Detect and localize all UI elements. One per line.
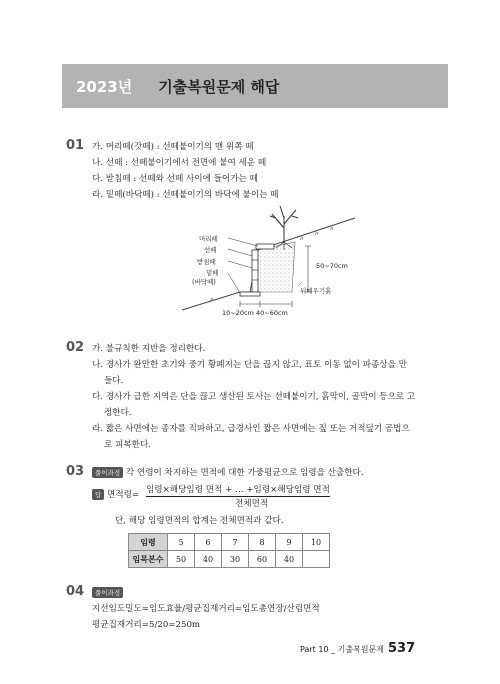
- label-backfill: 뒤메우기흙: [300, 287, 332, 295]
- q1-line: 다. 받침떼 : 선떼와 선떼 사이에 들어가는 떼: [92, 174, 258, 184]
- formula-numerator: 임령×해당임령 면적 + … +임령×해당임령 면적: [146, 485, 330, 495]
- table-row: [129, 534, 330, 551]
- label-width-1: 10~20cm: [222, 309, 254, 317]
- q2-line: 들다.: [104, 376, 124, 386]
- page-footer: [300, 641, 415, 656]
- formula-lhs: 면적령=: [107, 490, 140, 500]
- q4-line: 지선임도밀도=임도효율/평균집재거리=임도총연장/산림면적: [92, 604, 320, 614]
- table-header-age: 임령: [129, 534, 168, 551]
- q1-line: 나. 선떼 : 선떼붙이기에서 전면에 붙여 세운 떼: [92, 158, 267, 168]
- question-number-02: 02: [66, 340, 85, 355]
- answer-tag: 답: [92, 489, 104, 500]
- question-number-03: 03: [66, 464, 85, 479]
- front-sod: [252, 250, 258, 292]
- question-number-04: 04: [66, 584, 85, 599]
- table-cell: 5: [168, 534, 195, 551]
- width-dimension: [240, 301, 292, 307]
- table-cell: 7: [222, 534, 249, 551]
- table-cell: 40: [276, 551, 303, 568]
- formula-denominator: 전체면적: [235, 499, 269, 509]
- q3-answer-line: [92, 488, 139, 500]
- head-sod: [256, 244, 274, 249]
- label-bottom-sod-alt: (바닥떼): [192, 278, 216, 286]
- q1-line: 라. 밑떼(바닥떼) : 선떼붙이기의 바닥에 붙이는 떼: [92, 190, 279, 200]
- q2-line: 다. 경사가 급한 지역은 단을 끊고 생산된 토사는 선떼붙이기, 흙막이, 골막이 등으로 고: [92, 392, 416, 402]
- q2-line: 라. 짧은 사면에는 종자를 직파하고, 급경사인 짧은 사면에는 짚 또는 거적덮기 공법으: [92, 424, 410, 434]
- page-number: 537: [387, 641, 416, 656]
- q3-note: 단, 해당 임령면적의 합계는 전체면적과 같다.: [115, 516, 284, 526]
- banner-title: 기출복원문제 해답: [158, 77, 280, 96]
- table-header-tree-count: 임목본수: [129, 551, 168, 568]
- label-height: 50~70cm: [316, 262, 348, 270]
- label-support-sod: 받침떼: [197, 258, 216, 266]
- label-width-2: 40~60cm: [256, 309, 288, 317]
- table-cell: 30: [222, 551, 249, 568]
- solution-tag: 풀이과정: [92, 467, 123, 478]
- q1-line: 가. 머리떼(갓떼) : 선떼붙이기의 맨 위쪽 떼: [92, 142, 254, 152]
- table-cell: 10: [303, 534, 330, 551]
- table-cell: 40: [195, 551, 222, 568]
- question-number-01: 01: [66, 138, 85, 153]
- table-cell: 6: [195, 534, 222, 551]
- label-bottom-sod: 밑떼: [206, 269, 219, 277]
- table-cell: 9: [276, 534, 303, 551]
- chapter-banner: [62, 64, 448, 108]
- table-cell: 50: [168, 551, 195, 568]
- q2-line: 로 피복한다.: [104, 440, 151, 450]
- footer-text: Part 10 _ 기출복원문제: [300, 645, 384, 654]
- q2-line: 가. 불규칙한 지반을 정리한다.: [92, 344, 206, 354]
- q3-solution-line: [92, 466, 364, 478]
- label-front-sod: 선떼: [204, 246, 217, 254]
- banner-year: 2023년: [76, 77, 133, 96]
- table-cell: [303, 551, 330, 568]
- table-cell: 8: [249, 534, 276, 551]
- q2-line: 나. 경사가 완만한 초기와 중기 황폐지는 단을 끊지 않고, 표토 이동 없이 파종상을 만: [92, 360, 407, 370]
- q4-solution-line: [92, 587, 123, 598]
- label-head-sod: 머리떼: [199, 235, 218, 243]
- q4-line: 평균집재거리=5/20=250m: [92, 620, 201, 630]
- bottom-sod: [240, 292, 260, 296]
- table-row: [129, 551, 330, 568]
- q2-line: 정한다.: [104, 408, 132, 418]
- solution-tag: 풀이과정: [92, 587, 123, 598]
- table-cell: 60: [249, 551, 276, 568]
- age-table: [128, 533, 330, 568]
- q3-text: 각 연령이 차지하는 면적에 대한 가중평균으로 임령을 산출한다.: [125, 468, 364, 478]
